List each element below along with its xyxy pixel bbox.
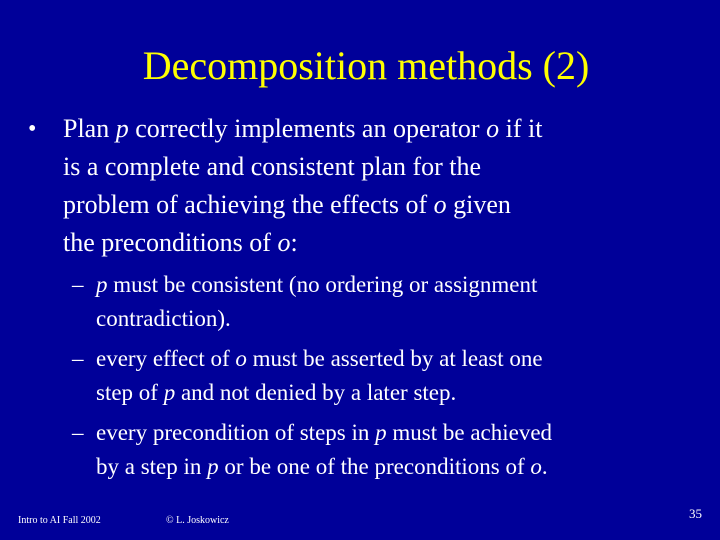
text-run: is a complete and consistent plan for the	[63, 152, 482, 181]
footer-copyright: © L. Joskowicz	[166, 515, 229, 526]
italic-variable: o	[235, 346, 247, 371]
sub-bullet-line	[96, 376, 692, 410]
text-run: .	[541, 454, 548, 479]
italic-variable: p	[375, 420, 387, 445]
dash-marker: –	[72, 346, 84, 371]
text-run: must be achieved	[386, 420, 553, 445]
sub-bullet-line	[96, 268, 692, 302]
sub-bullet-line	[96, 342, 692, 376]
bullet-line	[63, 186, 542, 224]
bullet-line	[63, 148, 542, 186]
text-run: must be asserted by at least one	[246, 346, 543, 371]
dash-marker: –	[72, 420, 84, 445]
text-run: :	[290, 228, 298, 257]
sub-bullet-list	[72, 268, 692, 490]
italic-variable: o	[530, 454, 542, 479]
italic-variable: p	[115, 114, 129, 143]
italic-variable: p	[163, 380, 176, 405]
text-run: every effect of	[96, 346, 236, 371]
sub-bullet-item	[72, 416, 692, 484]
slide-title: Decomposition methods (2)	[142, 43, 590, 88]
text-run: if it	[499, 114, 543, 143]
bullet-line	[63, 224, 542, 262]
text-run: contradiction).	[96, 306, 231, 331]
text-run: must be consistent (no ordering or assignment	[107, 272, 538, 297]
sub-bullet-text	[96, 342, 692, 410]
text-run: by a step in	[96, 454, 208, 479]
bullet-line	[63, 110, 542, 148]
sub-bullet-line	[96, 450, 692, 484]
text-run: step of	[96, 380, 164, 405]
text-run: and not denied by a later step.	[175, 380, 457, 405]
footer-course: Intro to AI Fall 2002	[18, 515, 101, 526]
sub-bullet-text	[96, 268, 692, 336]
text-run: given	[446, 190, 511, 219]
italic-variable: p	[207, 454, 219, 479]
italic-variable: p	[96, 272, 108, 297]
text-run: every precondition of steps in	[96, 420, 376, 445]
dash-marker: –	[72, 272, 84, 297]
text-run: problem of achieving the effects of	[63, 190, 434, 219]
sub-bullet-item	[72, 342, 692, 410]
text-run: correctly implements an operator	[128, 114, 487, 143]
sub-bullet-line	[96, 302, 692, 336]
text-run: the preconditions of	[63, 228, 278, 257]
bullet-marker: •	[28, 116, 37, 142]
page-number: 35	[689, 506, 702, 521]
italic-variable: o	[433, 190, 447, 219]
text-run: or be one of the preconditions of	[218, 454, 531, 479]
text-run: Plan	[63, 114, 116, 143]
sub-bullet-text	[96, 416, 692, 484]
italic-variable: o	[486, 114, 500, 143]
main-bullet-text	[63, 110, 542, 262]
sub-bullet-line	[96, 416, 692, 450]
italic-variable: o	[277, 228, 291, 257]
sub-bullet-item	[72, 268, 692, 336]
